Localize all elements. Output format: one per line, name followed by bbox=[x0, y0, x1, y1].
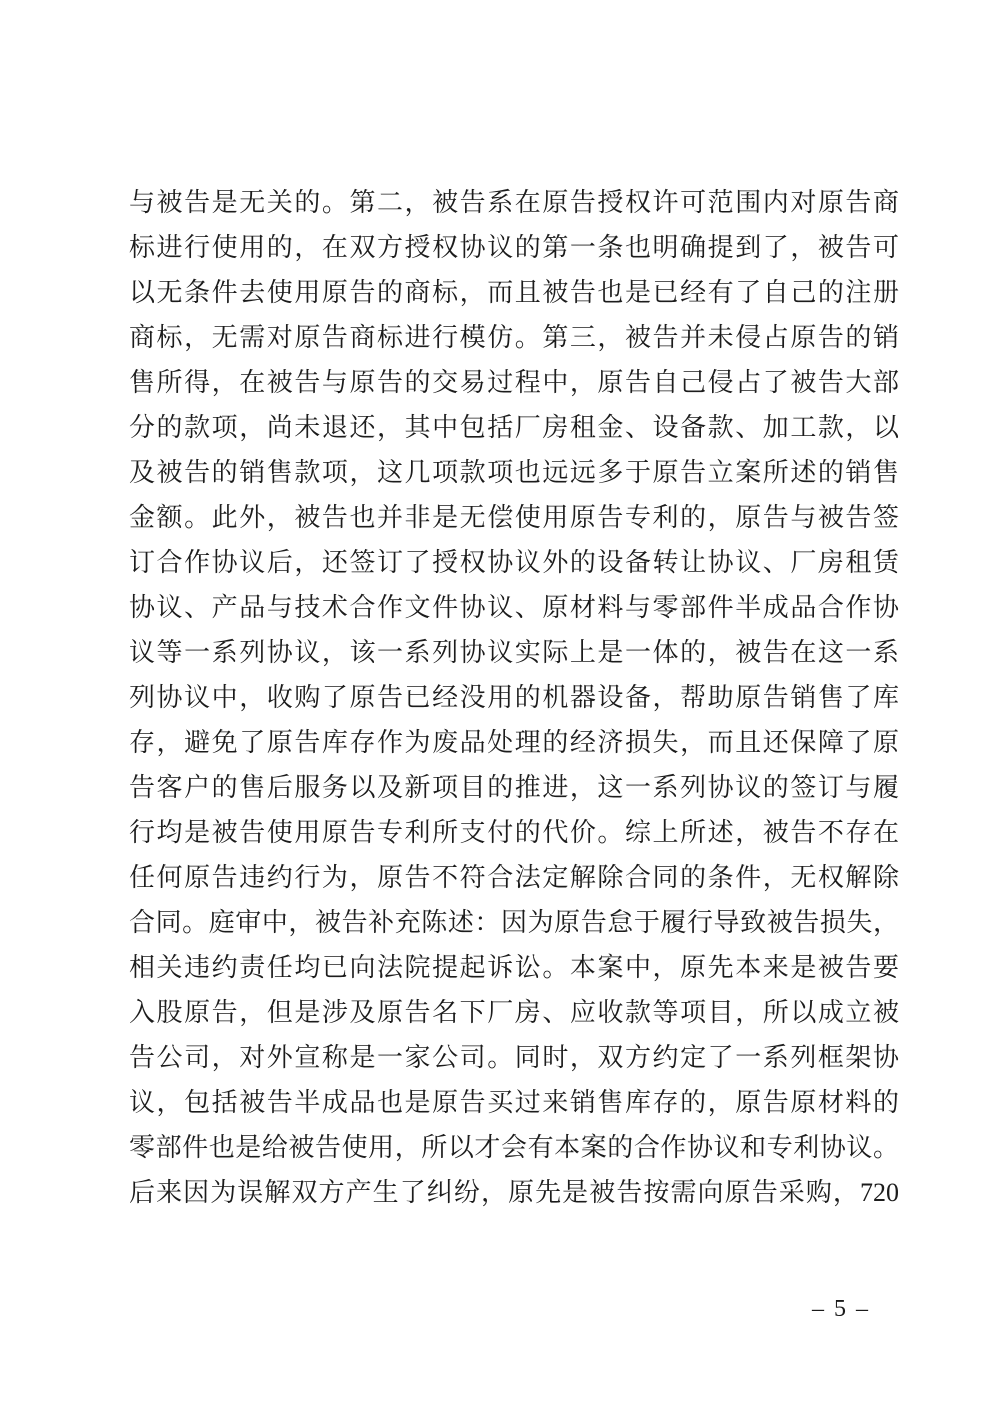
text-line: 行均是被告使用原告专利所支付的代价。综上所述，被告不存在 bbox=[129, 818, 899, 847]
text-line: 商标，无需对原告商标进行模仿。第三，被告并未侵占原告的销 bbox=[129, 323, 899, 352]
text-line: 合同。庭审中，被告补充陈述：因为原告怠于履行导致被告损失， bbox=[129, 908, 899, 937]
text-line: 金额。此外，被告也并非是无偿使用原告专利的，原告与被告签 bbox=[129, 503, 899, 532]
text-line: 任何原告违约行为，原告不符合法定解除合同的条件，无权解除 bbox=[129, 863, 899, 892]
text-line: 订合作协议后，还签订了授权协议外的设备转让协议、厂房租赁 bbox=[129, 548, 899, 577]
text-line: 与被告是无关的。第二，被告系在原告授权许可范围内对原告商 bbox=[129, 188, 899, 217]
page-number: – 5 – bbox=[812, 1296, 870, 1322]
text-line: 标进行使用的，在双方授权协议的第一条也明确提到了，被告可 bbox=[129, 233, 899, 262]
text-line: 零部件也是给被告使用，所以才会有本案的合作协议和专利协议。 bbox=[129, 1133, 899, 1162]
text-line: 售所得，在被告与原告的交易过程中，原告自己侵占了被告大部 bbox=[129, 368, 899, 397]
text-line: 告客户的售后服务以及新项目的推进，这一系列协议的签订与履 bbox=[129, 773, 899, 802]
text-line: 分的款项，尚未退还，其中包括厂房租金、设备款、加工款，以 bbox=[129, 413, 899, 442]
text-line: 列协议中，收购了原告已经没用的机器设备，帮助原告销售了库 bbox=[129, 683, 899, 712]
text-line: 议等一系列协议，该一系列协议实际上是一体的，被告在这一系 bbox=[129, 638, 899, 667]
text-line: 议，包括被告半成品也是原告买过来销售库存的，原告原材料的 bbox=[129, 1088, 899, 1117]
text-line: 以无条件去使用原告的商标，而且被告也是已经有了自己的注册 bbox=[129, 278, 899, 307]
text-line: 入股原告，但是涉及原告名下厂房、应收款等项目，所以成立被 bbox=[129, 998, 899, 1027]
body-text-block bbox=[129, 180, 899, 1215]
text-line: 相关违约责任均已向法院提起诉讼。本案中，原先本来是被告要 bbox=[129, 953, 899, 982]
text-line: 存，避免了原告库存作为废品处理的经济损失，而且还保障了原 bbox=[129, 728, 899, 757]
text-line: 及被告的销售款项，这几项款项也远远多于原告立案所述的销售 bbox=[129, 458, 899, 487]
text-line: 协议、产品与技术合作文件协议、原材料与零部件半成品合作协 bbox=[129, 593, 899, 622]
text-line: 后来因为误解双方产生了纠纷，原先是被告按需向原告采购，720 bbox=[129, 1178, 899, 1207]
text-line: 告公司，对外宣称是一家公司。同时，双方约定了一系列框架协 bbox=[129, 1043, 899, 1072]
